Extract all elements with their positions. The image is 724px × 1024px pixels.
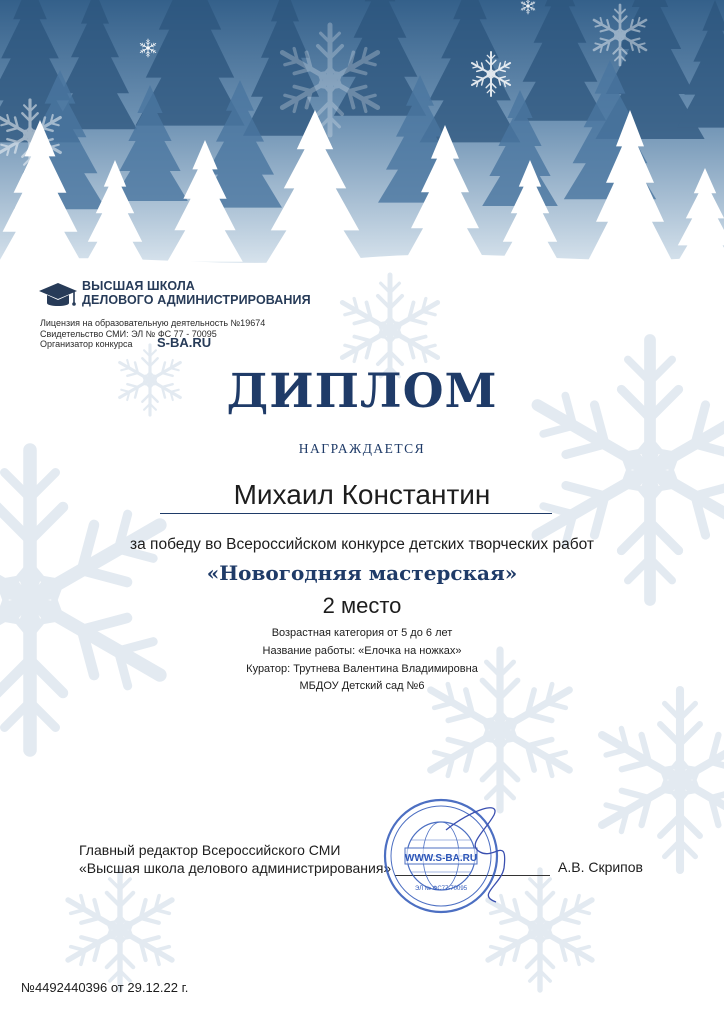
graduation-cap-icon (38, 281, 78, 311)
work-title: Название работы: «Елочка на ножках» (262, 645, 462, 657)
age-category: Возрастная категория от 5 до 6 лет (271, 627, 453, 639)
signer-name: А.В. Скрипов (558, 859, 643, 875)
editor-line1: Главный редактор Всероссийского СМИ (79, 842, 341, 858)
stamp-number-text: ЭЛ № ФС77-70095 (414, 886, 468, 892)
editor-title (79, 841, 391, 877)
recipient-name: Михаил Константин (233, 479, 491, 510)
organization-name-line2: ДЕЛОВОГО АДМИНИСТРИРОВАНИЯ (82, 293, 311, 307)
round-stamp-icon (376, 790, 516, 920)
diploma-title: ДИПЛОМ (226, 364, 498, 419)
organization-logo (38, 279, 318, 315)
contest-name: «Новогодняя мастерская» (206, 561, 518, 585)
recipient-underline (160, 513, 552, 514)
diploma-number: №4492440396 от 29.12.22 г. (21, 980, 189, 995)
editor-line2: «Высшая школа делового администрирования» (79, 860, 392, 876)
organizer-label: Организатор конкурса (40, 339, 133, 350)
license-text: Лицензия на образовательную деятельность №19674 (40, 318, 266, 328)
organization-name-line1: ВЫСШАЯ ШКОЛА (82, 279, 195, 293)
place-awarded: 2 место (322, 593, 402, 618)
organization-name (82, 279, 311, 307)
institution: МБДОУ Детский сад №6 (299, 680, 425, 692)
award-reason: за победу во Всероссийском конкурсе детских творческих работ (130, 536, 594, 553)
media-certificate-text: Свидетельство СМИ: ЭЛ № ФС 77 - 70095 (40, 328, 217, 339)
organization-meta (40, 318, 265, 350)
awarded-label: НАГРАЖДАЕТСЯ (298, 441, 426, 456)
site-link[interactable]: S-BA.RU (157, 335, 212, 350)
curator: Куратор: Трутнева Валентина Владимировна (246, 663, 478, 675)
stamp-center-text: WWW.S-BA.RU (404, 853, 478, 864)
